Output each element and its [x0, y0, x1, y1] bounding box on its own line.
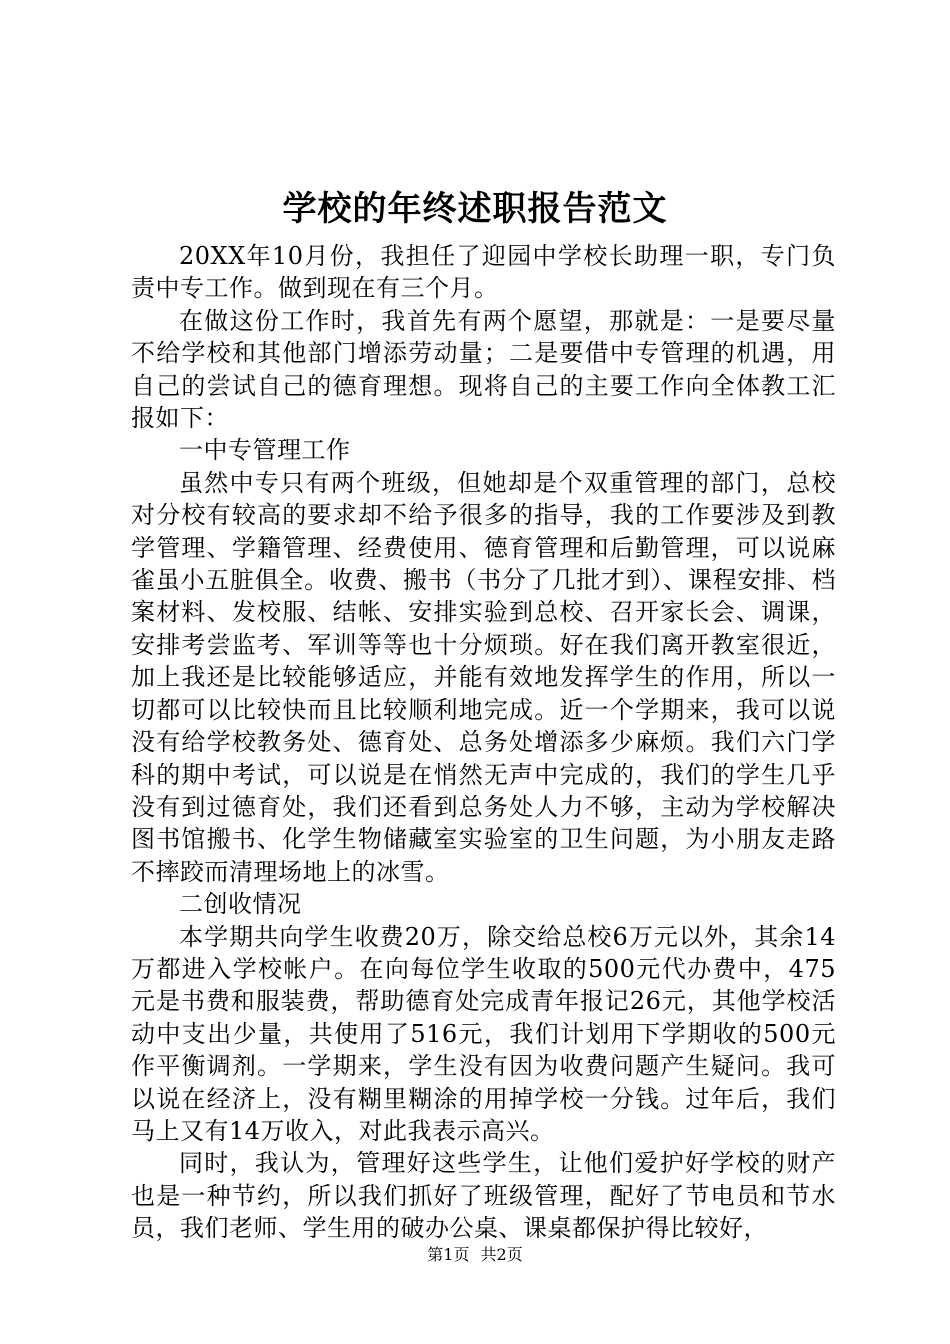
section-heading: 一中专管理工作 — [179, 436, 351, 465]
document-title: 学校的年终述职报告范文 — [282, 189, 668, 229]
page-number: 第1页 — [427, 1245, 470, 1264]
paragraph: 在做这份工作时，我首先有两个愿望，那就是：一是要尽量不给学校和其他部门增添劳动量；二是要借中专管理的机遇，用自己的尝试自己的德育理想。现将自己的主要工作向全体教工汇报如下： — [131, 306, 836, 433]
document-body — [131, 240, 836, 1245]
paragraph: 虽然中专只有两个班级，但她却是个双重管理的部门，总校对分校有较高的要求却不给予很多的指导，我的工作要涉及到教学管理、学籍管理、经费使用、德育管理和后勤管理，可以说麻雀虽小五脏俱全。收费、搬书（书分了几批才到）、课程安排、档案材料、发校服、结帐、安排实验到总校、召开家长会、调课，安排考尝监考、军训等等也十分烦琐。好在我们离开教室很近，加上我还是比较能够适应，并能有效地发挥学生的作用，所以一切都可以比较快而且比较顺利地完成。近一个学期来，我可以说没有给学校教务处、德育处、总务处增添多少麻烦。我们六门学科的期中考试，可以说是在悄然无声中完成的，我们的学生几乎没有到过德育处，我们还看到总务处人力不够，主动为学校解决图书馆搬书、化学生物储藏室实验室的卫生问题，为小朋友走路不摔跤而清理场地上的冰雪。 — [131, 468, 836, 886]
paragraph: 20XX年10月份，我担任了迎园中学校长助理一职，专门负责中专工作。做到现在有三个月。 — [131, 242, 836, 303]
paragraph: 本学期共向学生收费20万，除交给总校6万元以外，其余14万都进入学校帐户。在向每位学生收取的500元代办费中，475元是书费和服装费，帮助德育处完成青年报记26元，其他学校活动中支出少量，共使用了516元，我们计划用下学期收的500元作平衡调剂。一学期来，学生没有因为收费问题产生疑问。我可以说在经济上，没有糊里糊涂的用掉学校一分钱。过年后，我们马上又有14万收入，对此我表示高兴。 — [131, 922, 836, 1145]
page-total: 共2页 — [480, 1245, 523, 1264]
paragraph: 同时，我认为，管理好这些学生，让他们爱护好学校的财产也是一种节约，所以我们抓好了班级管理，配好了节电员和节水员，我们老师、学生用的破办公桌、课桌都保护得比较好， — [131, 1149, 836, 1243]
section-heading: 二创收情况 — [179, 890, 302, 919]
page-footer — [0, 1244, 950, 1266]
